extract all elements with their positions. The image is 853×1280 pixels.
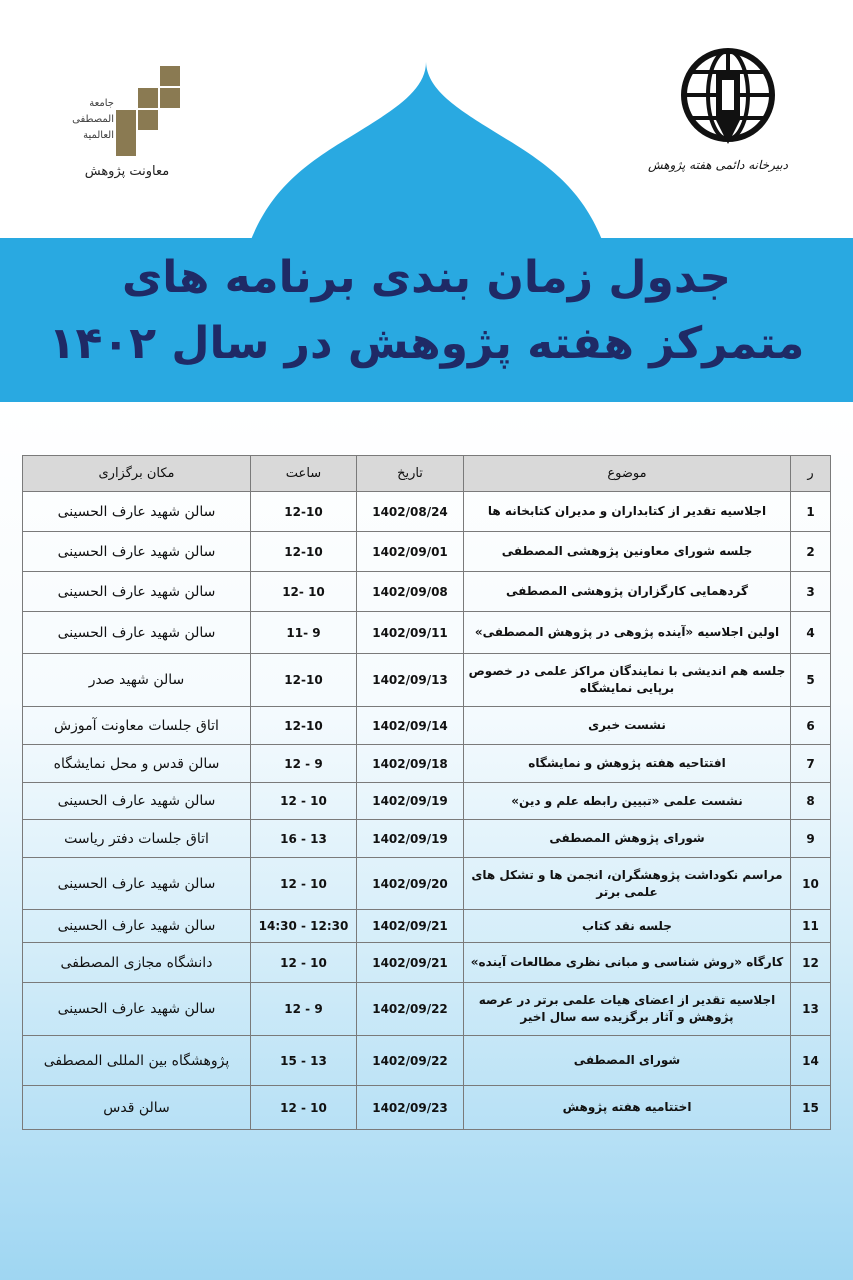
row-date: 1402/09/19 <box>357 783 464 820</box>
col-header-date: تاریخ <box>357 456 464 492</box>
col-header-time: ساعت <box>251 456 357 492</box>
row-time: 13 - 15 <box>251 1036 357 1086</box>
table-row <box>23 532 831 572</box>
row-num: 15 <box>791 1086 831 1130</box>
row-num: 3 <box>791 572 831 612</box>
row-place: سالن شهید عارف الحسینی <box>23 983 251 1036</box>
row-num: 12 <box>791 943 831 983</box>
row-date: 1402/09/21 <box>357 910 464 943</box>
row-time: 10 - 12 <box>251 783 357 820</box>
row-time: 12-10 <box>251 492 357 532</box>
row-topic: گردهمایی کارگزاران پژوهشی المصطفی <box>464 572 791 612</box>
row-date: 1402/09/23 <box>357 1086 464 1130</box>
table-row <box>23 943 831 983</box>
col-header-place: مکان برگزاری <box>23 456 251 492</box>
row-num: 9 <box>791 820 831 858</box>
page-title-line2: متمرکز هفته پژوهش در سال ۱۴۰۲ <box>48 318 805 369</box>
row-place: سالن قدس <box>23 1086 251 1130</box>
table-row <box>23 983 831 1036</box>
table-row <box>23 654 831 707</box>
row-date: 1402/09/20 <box>357 858 464 910</box>
table-row <box>23 858 831 910</box>
row-place: سالن شهید عارف الحسینی <box>23 572 251 612</box>
row-num: 1 <box>791 492 831 532</box>
table-row <box>23 745 831 783</box>
research-week-secretariat-caption: دبیرخانه دائمی هفته پژوهش <box>647 158 788 172</box>
row-num: 5 <box>791 654 831 707</box>
row-num: 14 <box>791 1036 831 1086</box>
globe-pen-emblem-icon <box>668 40 788 155</box>
table-row <box>23 707 831 745</box>
row-date: 1402/09/22 <box>357 983 464 1036</box>
row-place: سالن شهید عارف الحسینی <box>23 910 251 943</box>
row-topic: نشست علمی «تبیین رابطه علم و دین» <box>464 783 791 820</box>
row-num: 8 <box>791 783 831 820</box>
row-num: 10 <box>791 858 831 910</box>
row-date: 1402/09/08 <box>357 572 464 612</box>
row-date: 1402/09/19 <box>357 820 464 858</box>
row-place: سالن شهید عارف الحسینی <box>23 783 251 820</box>
row-time: 12:30 - 14:30 <box>251 910 357 943</box>
row-topic: اجلاسیه تقدیر از اعضای هیات علمی برتر در عرصه پژوهش و آثار برگزیده سه سال اخیر <box>464 983 791 1036</box>
row-place: سالن شهید عارف الحسینی <box>23 858 251 910</box>
row-topic: اولین اجلاسیه «آینده پژوهی در پژوهش المصطفی» <box>464 612 791 654</box>
table-row <box>23 783 831 820</box>
row-place: سالن قدس و محل نمایشگاه <box>23 745 251 783</box>
row-topic: اختتامیه هفته پژوهش <box>464 1086 791 1130</box>
research-deputy-caption: معاونت پژوهش <box>84 164 170 179</box>
schedule-table <box>22 455 831 1130</box>
row-date: 1402/09/14 <box>357 707 464 745</box>
row-topic: کارگاه «روش شناسی و مبانی نظری مطالعات آینده» <box>464 943 791 983</box>
row-topic: جلسه نقد کتاب <box>464 910 791 943</box>
row-num: 2 <box>791 532 831 572</box>
row-time: 9 - 12 <box>251 745 357 783</box>
row-topic: شورای پژوهش المصطفی <box>464 820 791 858</box>
row-topic: جلسه هم اندیشی با نمایندگان مراکز علمی در خصوص برپایی نمایشگاه <box>464 654 791 707</box>
row-time: 10 -12 <box>251 572 357 612</box>
row-place: سالن شهید صدر <box>23 654 251 707</box>
table-row <box>23 572 831 612</box>
row-topic: نشست خبری <box>464 707 791 745</box>
row-topic: اجلاسیه تقدیر از کتابداران و مدیران کتابخانه ها <box>464 492 791 532</box>
row-date: 1402/09/22 <box>357 1036 464 1086</box>
row-date: 1402/09/18 <box>357 745 464 783</box>
table-row <box>23 910 831 943</box>
row-time: 10 - 12 <box>251 1086 357 1130</box>
almustafa-logo <box>62 66 192 186</box>
table-row <box>23 820 831 858</box>
row-place: اتاق جلسات معاونت آموزش <box>23 707 251 745</box>
row-date: 1402/09/11 <box>357 612 464 654</box>
row-date: 1402/08/24 <box>357 492 464 532</box>
col-header-topic: موضوع <box>464 456 791 492</box>
row-num: 6 <box>791 707 831 745</box>
table-header-row <box>23 456 831 492</box>
row-topic: شورای المصطفی <box>464 1036 791 1086</box>
row-date: 1402/09/13 <box>357 654 464 707</box>
table-row <box>23 1086 831 1130</box>
research-week-logo <box>647 40 788 190</box>
almustafa-emblem-icon <box>116 66 180 156</box>
row-time: 10 - 12 <box>251 943 357 983</box>
row-num: 11 <box>791 910 831 943</box>
table-row <box>23 492 831 532</box>
row-topic: جلسه شورای معاونین پژوهشی المصطفی <box>464 532 791 572</box>
row-place: دانشگاه مجازی المصطفی <box>23 943 251 983</box>
row-place: سالن شهید عارف الحسینی <box>23 532 251 572</box>
row-num: 7 <box>791 745 831 783</box>
row-time: 13 - 16 <box>251 820 357 858</box>
page-title-line1: جدول زمان بندی برنامه های <box>121 252 732 303</box>
row-time: 12-10 <box>251 654 357 707</box>
table-row <box>23 1036 831 1086</box>
row-place: اتاق جلسات دفتر ریاست <box>23 820 251 858</box>
dome-shape <box>240 62 613 242</box>
row-time: 9 -11 <box>251 612 357 654</box>
row-time: 12-10 <box>251 532 357 572</box>
almustafa-logo-text: جامعة المصطفی العالمیة <box>72 98 114 141</box>
row-topic: مراسم نکوداشت پژوهشگران، انجمن ها و تشکل های علمی برتر <box>464 858 791 910</box>
row-place: سالن شهید عارف الحسینی <box>23 612 251 654</box>
row-topic: افتتاحیه هفته پژوهش و نمایشگاه <box>464 745 791 783</box>
row-place: سالن شهید عارف الحسینی <box>23 492 251 532</box>
row-place: پژوهشگاه بین المللی المصطفی <box>23 1036 251 1086</box>
row-time: 9 - 12 <box>251 983 357 1036</box>
table-row <box>23 612 831 654</box>
row-date: 1402/09/21 <box>357 943 464 983</box>
row-time: 12-10 <box>251 707 357 745</box>
row-date: 1402/09/01 <box>357 532 464 572</box>
row-time: 10 - 12 <box>251 858 357 910</box>
row-num: 13 <box>791 983 831 1036</box>
col-header-num: ر <box>791 456 831 492</box>
row-num: 4 <box>791 612 831 654</box>
